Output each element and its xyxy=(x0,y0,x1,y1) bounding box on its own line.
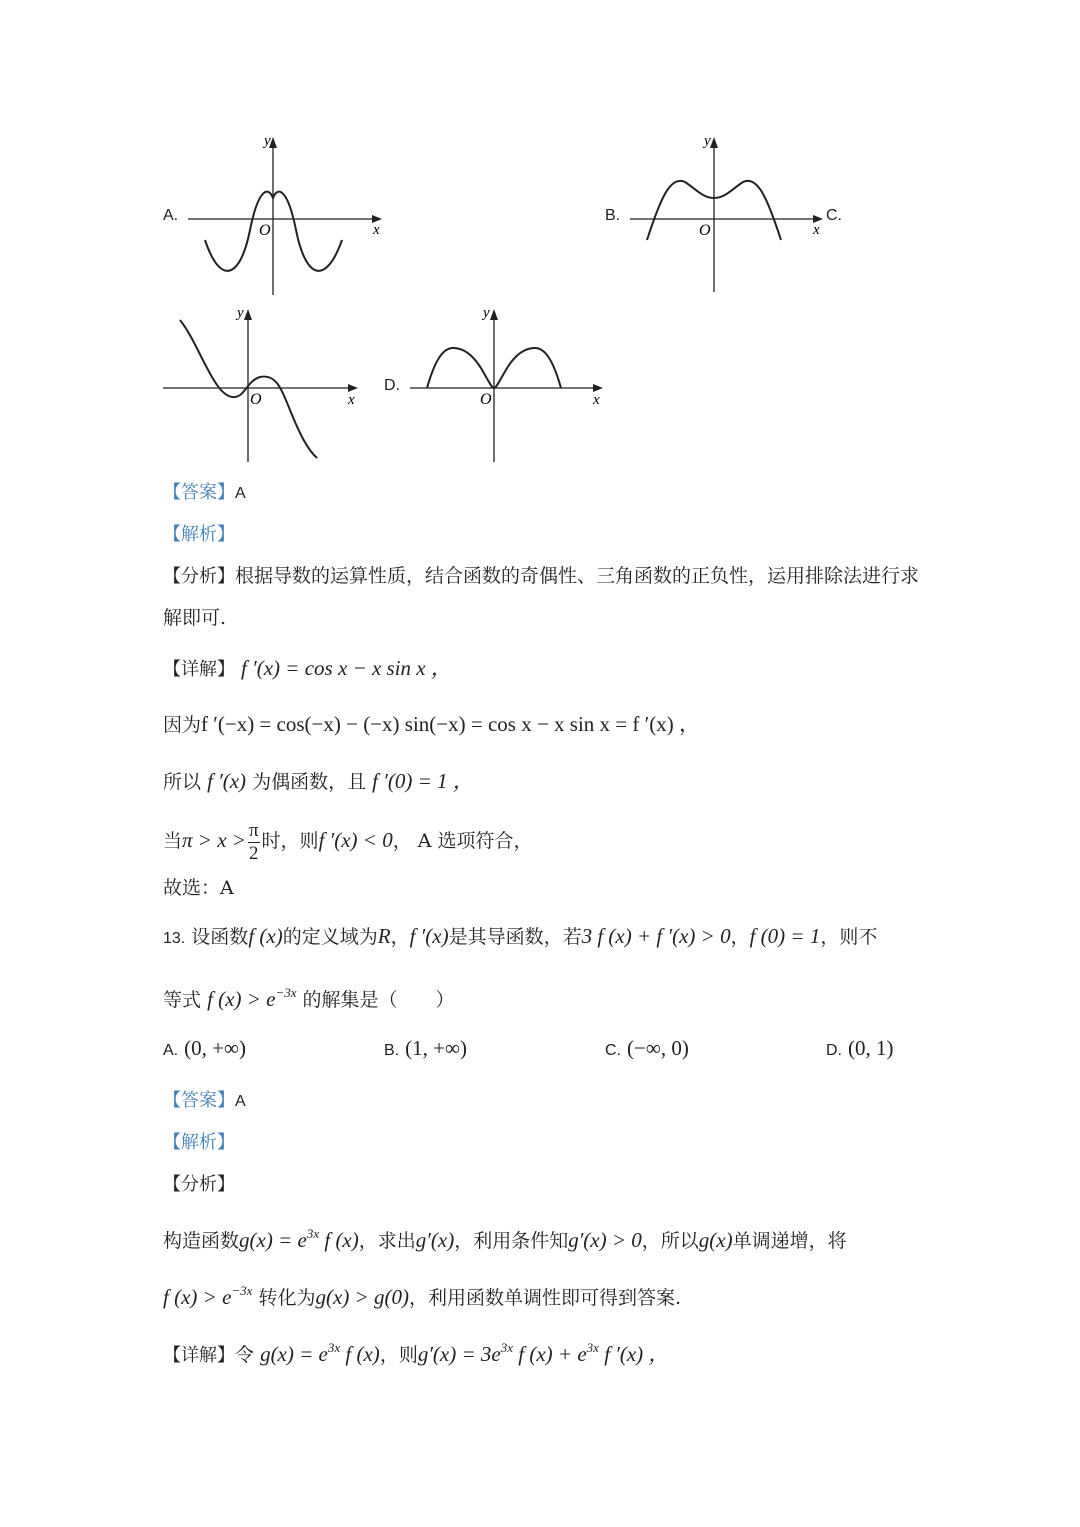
q13-fenxi-line2 xyxy=(163,1277,681,1312)
graph-b-y-arrow xyxy=(710,137,718,148)
graph-a-option-label: A. xyxy=(163,207,179,224)
frac-numerator: π xyxy=(248,819,259,841)
jiexi-tag: 【解析】 xyxy=(163,1132,235,1153)
q12-when-line xyxy=(163,818,533,865)
graph-c xyxy=(160,300,370,470)
option-value: (−∞, 0) xyxy=(627,1036,689,1060)
xiangjie-end: f ′(x) ， xyxy=(598,1342,670,1366)
stem-text: 的解集是（ ） xyxy=(302,989,455,1011)
graph-d-option-label: D. xyxy=(384,377,400,394)
stem-text: 等式 xyxy=(163,989,202,1011)
graph-d-y-arrow xyxy=(490,309,498,320)
so-mid: 为偶函数，且 xyxy=(252,771,367,793)
stem-f0: f (0) = 1 xyxy=(749,924,821,948)
fenxi-gx: g(x) xyxy=(698,1228,733,1252)
graph-c-x-label: x xyxy=(348,392,355,408)
graph-c-y-label: y xyxy=(237,305,244,321)
fenxi-text: ，求出 xyxy=(358,1230,416,1252)
answer-tag: 【答案】 xyxy=(163,482,235,503)
option-value: (0, 1) xyxy=(848,1036,894,1060)
option-label: B. xyxy=(384,1042,400,1059)
so-prefix: 所以 xyxy=(163,771,202,793)
fenxi-text: ，所以 xyxy=(641,1230,699,1252)
so-fprime: f ′(x) xyxy=(207,769,247,793)
fenxi-g-ineq: g(x) > g(0) xyxy=(315,1285,409,1309)
fenxi-text: 构造函数 xyxy=(163,1230,240,1252)
xiangjie-text: 令 xyxy=(235,1344,255,1366)
fenxi-text: 转化为 xyxy=(258,1287,316,1309)
q13-xiangjie-line xyxy=(163,1334,669,1370)
fenxi-tag: 【分析】 xyxy=(163,566,235,587)
graph-a-y-label: y xyxy=(264,133,271,149)
graph-a xyxy=(180,130,390,300)
q12-so-line xyxy=(163,767,474,796)
graph-b-origin-label: O xyxy=(699,222,711,239)
q12-fenxi-line1 xyxy=(163,562,919,591)
q12-guxuan-line xyxy=(163,874,234,902)
xiangjie-g-def: g(x) = e xyxy=(260,1342,328,1366)
when-suffix: ， A 选项符合， xyxy=(392,830,533,852)
q13-option-c xyxy=(605,1036,689,1061)
option-label: C. xyxy=(605,1042,621,1059)
graph-b-x-label: x xyxy=(813,222,820,238)
option-value: (0, +∞) xyxy=(184,1036,246,1060)
answer-tag: 【答案】 xyxy=(163,1090,235,1111)
graph-b-option-label: B. xyxy=(605,207,621,224)
when-ineq: π > x > xyxy=(182,828,246,852)
q12-fenxi-line2 xyxy=(163,604,226,632)
stem-fpx: f ′(x) xyxy=(409,924,449,948)
fenxi-gprime-pos: g′(x) > 0 xyxy=(568,1228,642,1252)
fenxi-fx: f (x) xyxy=(319,1228,359,1252)
fenxi-text: ，利用函数单调性即可得到答案. xyxy=(408,1287,682,1309)
q13-number: 13. xyxy=(163,930,186,947)
graph-c-origin-label: O xyxy=(250,391,262,408)
graph-d-y-label: y xyxy=(483,305,490,321)
frac-denominator: 2 xyxy=(249,842,259,864)
xiangjie-mid: f (x) + e xyxy=(513,1342,587,1366)
pi-over-2-fraction xyxy=(248,820,260,865)
fenxi-text: 单调递增，将 xyxy=(732,1230,847,1252)
graph-c-x-arrow xyxy=(348,384,358,392)
fenxi-gprime: g′(x) xyxy=(415,1228,455,1252)
derivative-formula: f ′(x) = cos x − x sin x ， xyxy=(241,656,452,680)
stem-text: ， xyxy=(730,926,750,948)
answer-value: A xyxy=(235,1093,246,1110)
xiangjie-exp: 3x xyxy=(586,1340,599,1355)
fenxi-exp: 3x xyxy=(306,1226,320,1241)
q12-because-line xyxy=(163,710,700,739)
fenxi-text-cont: 解即可. xyxy=(163,607,227,629)
graph-d xyxy=(405,300,615,470)
because-formula: f ′(−x) = cos(−x) − (−x) sin(−x) = cos x − x sin x = f ′(x) ， xyxy=(201,712,700,736)
q12-xiangjie-line xyxy=(163,654,452,684)
when-prefix: 当 xyxy=(163,830,183,852)
option-value: (1, +∞) xyxy=(405,1036,467,1060)
xiangjie-text: ，则 xyxy=(379,1344,418,1366)
stem-text: ，则不 xyxy=(820,926,878,948)
jiexi-tag: 【解析】 xyxy=(163,524,235,545)
fenxi-text: 根据导数的运算性质，结合函数的奇偶性、三角函数的正负性，运用排除法进行求 xyxy=(235,565,920,587)
graph-d-x-label: x xyxy=(593,392,600,408)
graph-d-origin-label: O xyxy=(480,391,492,408)
stem-text: 设函数 xyxy=(191,926,249,948)
q12-jiexi-line xyxy=(163,520,235,549)
q13-jiexi-line xyxy=(163,1128,235,1157)
graph-c-option-label: C. xyxy=(826,207,842,224)
xiangjie-exp: 3x xyxy=(500,1340,514,1355)
xiangjie-tag: 【详解】 xyxy=(163,1345,235,1366)
fenxi-inequality: f (x) > e xyxy=(163,1285,232,1309)
stem-condition: 3 f (x) + f ′(x) > 0 xyxy=(581,924,731,948)
stem-exponent: −3x xyxy=(275,985,297,1000)
stem-text: 的定义域为 xyxy=(282,926,378,948)
graph-b-y-label: y xyxy=(704,133,711,149)
when-f: f ′(x) < 0 xyxy=(318,828,393,852)
q13-answer-line xyxy=(163,1086,246,1116)
fenxi-exp: −3x xyxy=(231,1283,253,1298)
so-f0: f ′(0) = 1 ， xyxy=(372,769,474,793)
guxuan-text: 故选：A xyxy=(163,877,234,899)
q13-option-a xyxy=(163,1036,246,1061)
answer-value: A xyxy=(235,485,246,502)
q13-stem-line2 xyxy=(163,979,455,1014)
fenxi-tag: 【分析】 xyxy=(163,1174,235,1195)
q13-stem-line1 xyxy=(163,922,877,953)
graph-c-y-arrow xyxy=(244,309,252,320)
graph-b xyxy=(625,130,835,300)
xiangjie-exp: 3x xyxy=(327,1340,341,1355)
because-prefix: 因为 xyxy=(163,714,202,736)
graph-a-x-label: x xyxy=(373,222,380,238)
q13-option-d xyxy=(826,1036,894,1061)
xiangjie-fx: f (x) xyxy=(340,1342,380,1366)
stem-fx: f (x) xyxy=(248,924,283,948)
stem-text: 是其导函数，若 xyxy=(448,926,582,948)
stem-text: ， xyxy=(390,926,410,948)
xiangjie-tag: 【详解】 xyxy=(163,659,235,680)
q13-fenxi-tag-line xyxy=(163,1170,235,1199)
graph-d-x-arrow xyxy=(593,384,603,392)
option-label: A. xyxy=(163,1042,179,1059)
stem-inequality: f (x) > e xyxy=(207,987,276,1011)
option-label: D. xyxy=(826,1042,842,1059)
xiangjie-gprime: g′(x) = 3e xyxy=(417,1342,501,1366)
q13-option-b xyxy=(384,1036,467,1061)
fenxi-g-def: g(x) = e xyxy=(239,1228,307,1252)
graph-a-origin-label: O xyxy=(259,222,271,239)
fenxi-text: ，利用条件知 xyxy=(454,1230,569,1252)
q12-answer-line xyxy=(163,478,246,508)
q13-fenxi-line1 xyxy=(163,1220,847,1255)
when-shi: 时，则 xyxy=(261,830,319,852)
stem-R: R xyxy=(377,924,391,948)
